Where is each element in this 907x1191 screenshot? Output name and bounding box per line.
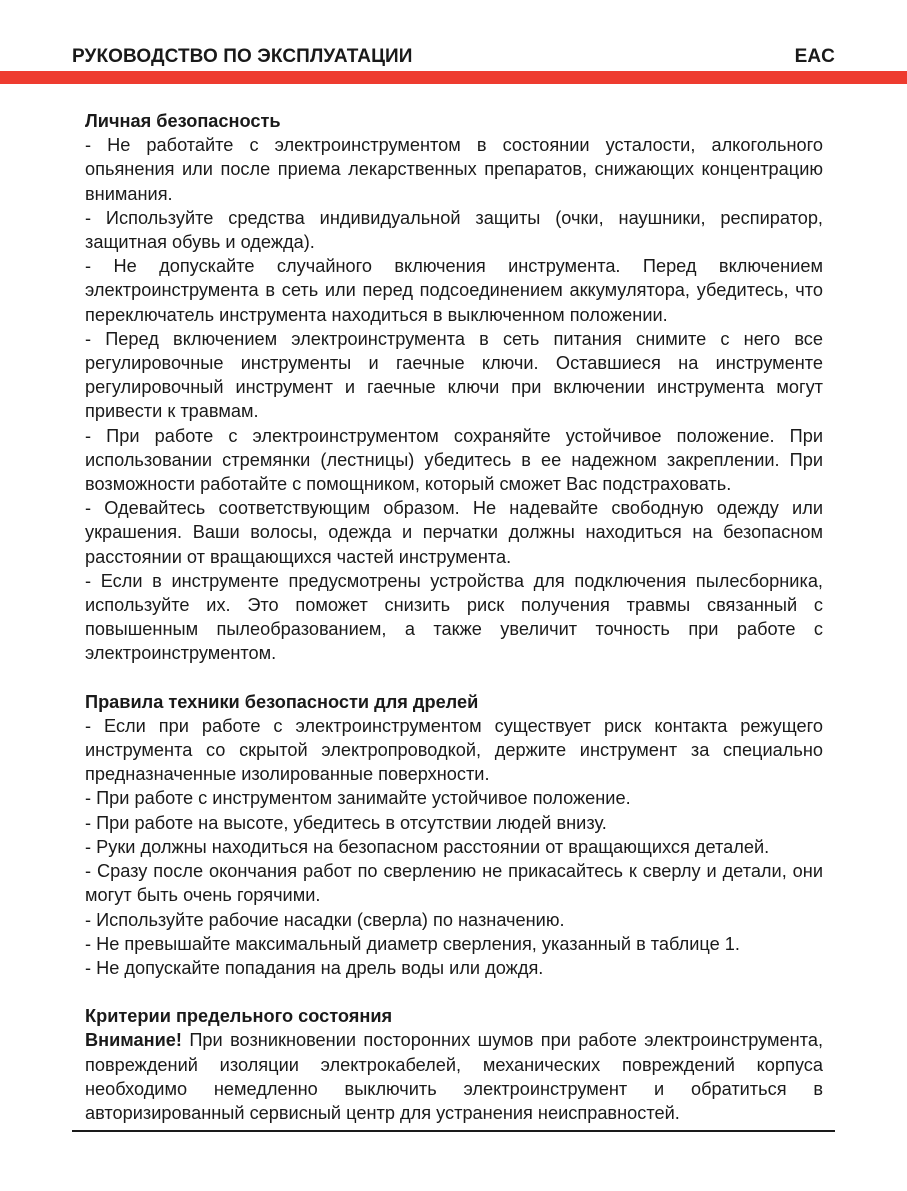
list-item: - Руки должны находиться на безопасном расстоянии от вращающихся деталей. (85, 836, 770, 857)
warning-text: При возникновении посторонних шумов при работе электроинструмента, повреждений изоляции электрокабелей, механических повреждений корпуса необходимо немедленно выключить электроинструмент и обратиться в авторизированный сервисный центр для устранения неисправностей. (85, 1030, 823, 1123)
eac-mark: EAC (794, 46, 835, 67)
page-content (85, 109, 823, 1125)
list-item: - Одевайтесь соответствующим образом. Не надевайте свободную одежду или украшения. Ваши волосы, одежда и перчатки должны находиться на безопасном расстоянии от вращающихся частей инструмента. (85, 498, 823, 567)
list-item: - Используйте рабочие насадки (сверла) по назначению. (85, 909, 565, 930)
list-item: - При работе на высоте, убедитесь в отсутствии людей внизу. (85, 812, 607, 833)
manual-title: РУКОВОДСТВО ПО ЭКСПЛУАТАЦИИ (72, 46, 413, 67)
list-item: - При работе с электроинструментом сохраняйте устойчивое положение. При использовании стремянки (лестницы) убедитесь в ее надежном закреплении. При возможности работайте с помощником, который сможет Вас подстраховать. (85, 425, 823, 495)
list-item: - Не допускайте случайного включения инструмента. Перед включением электроинструмента в сеть или перед подсоединением аккумулятора, убедитесь, что переключатель инструмента находиться в выключенном положении. (85, 256, 823, 325)
list-item: - Перед включением электроинструмента в сеть питания снимите с него все регулировочные инструменты и гаечные ключи. Оставшиеся на инструменте регулировочный инструмент и гаечные ключи при включении инструмента могут привести к травмам. (85, 328, 823, 422)
warning-label: Внимание! (85, 1030, 182, 1051)
list-item: - Если в инструменте предусмотрены устройства для подключения пылесборника, используйте их. Это поможет снизить риск получения травмы связанный с повышенным пылеобразованием, а также увеличит точность при работе с электроинструментом. (85, 570, 823, 664)
section-drill-safety-rules (85, 690, 823, 980)
list-item: - Не работайте с электроинструментом в состоянии усталости, алкогольного опьянения или после приема лекарственных препаратов, снижающих концентрацию внимания. (85, 135, 823, 204)
section-heading: Правила техники безопасности для дрелей (85, 691, 479, 712)
list-item: - Сразу после окончания работ по сверлению не прикасайтесь к сверлу и детали, они могут быть очень горячими. (85, 861, 823, 906)
list-item: - Не допускайте попадания на дрель воды или дождя. (85, 957, 544, 978)
section-heading: Личная безопасность (85, 111, 281, 131)
warning-paragraph (85, 1028, 823, 1125)
list-item: - Не превышайте максимальный диаметр сверления, указанный в таблице 1. (85, 933, 740, 954)
header-accent-bar (0, 71, 907, 84)
list-item: - Если при работе с электроинструментом существует риск контакта режущего инструмента со скрытой электропроводкой, держите инструмент за специально предназначенные изолированные поверхности. (85, 715, 823, 785)
list-item: - При работе с инструментом занимайте устойчивое положение. (85, 788, 631, 809)
section-heading: Критерии предельного состояния (85, 1006, 393, 1027)
list-item: - Используйте средства индивидуальной защиты (очки, наушники, респиратор, защитная обувь и одежда). (85, 207, 823, 253)
page-header (72, 46, 835, 68)
section-limit-state-criteria (85, 1004, 823, 1125)
footer-divider (72, 1130, 835, 1132)
section-personal-safety (85, 109, 823, 666)
